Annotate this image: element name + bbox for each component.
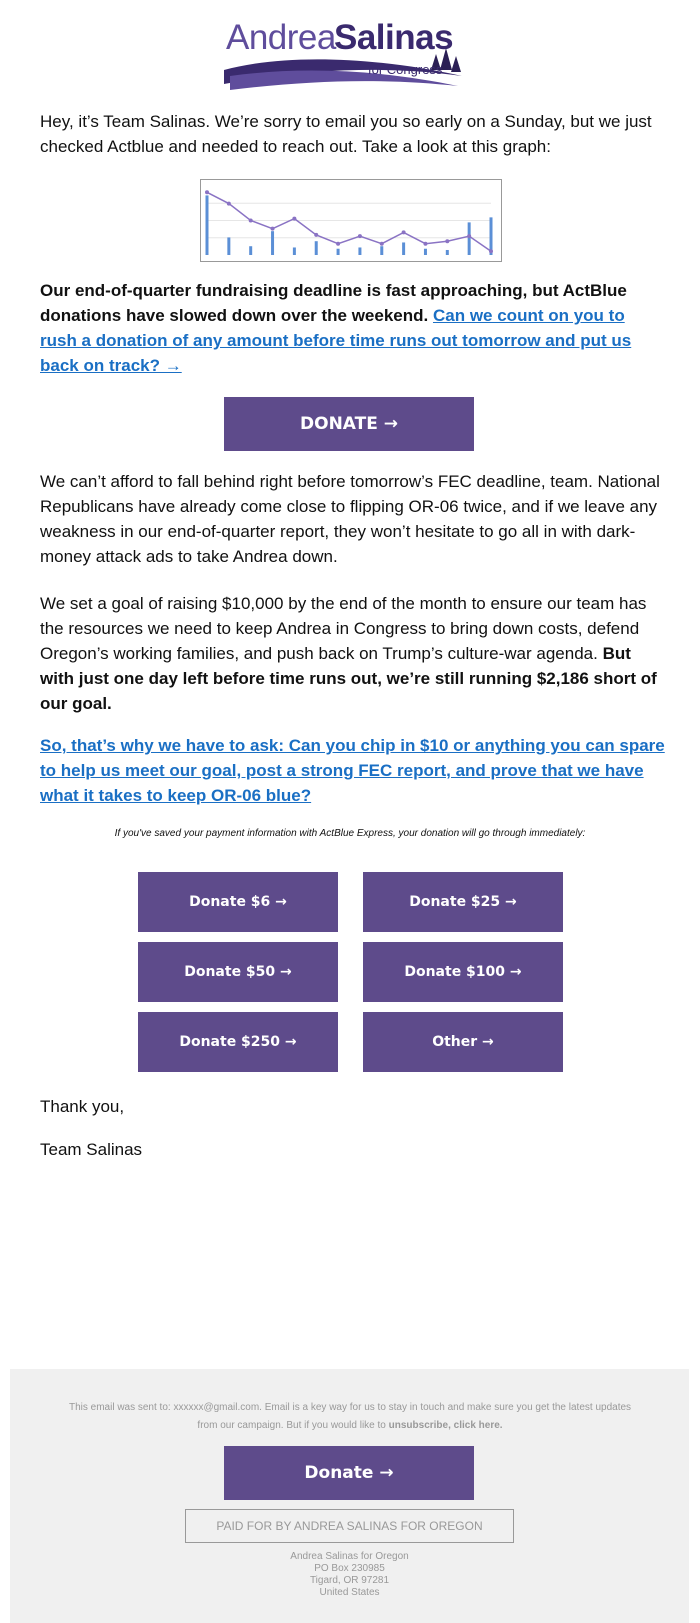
chart-point <box>271 227 275 231</box>
chart-bar <box>315 241 318 255</box>
address-line: Andrea Salinas for Oregon <box>290 1551 409 1562</box>
chart-point <box>358 234 362 238</box>
ask-paragraph <box>40 733 665 808</box>
intro-paragraph: Hey, it’s Team Salinas. We’re sorry to email you so early on a Sunday, but we just checked Actblue and needed to reach out. Take a look at this graph: <box>40 112 652 156</box>
deadline-bold-text: Our end-of-quarter fundraising deadline is fast approaching, but ActBlue donations have slowed down over the weekend. <box>40 281 627 325</box>
rush-donation-link[interactable]: Can we count on you to rush a donation of any amount before time runs out tomorrow and put us back on track? → <box>40 306 632 375</box>
donate-50-button[interactable]: Donate $50 → <box>138 942 338 1002</box>
goal-shortfall-text: But with just one day left before time runs out, we’re still running $2,186 short of our goal. <box>40 644 657 713</box>
donate-other-button[interactable]: Other → <box>363 1012 563 1072</box>
chart-bar <box>206 195 209 255</box>
campaign-logo <box>222 14 478 98</box>
actblue-express-note: If you've saved your payment information with ActBlue Express, your donation will go through immediately: <box>114 828 586 839</box>
footer-sent-to <box>60 1399 640 1435</box>
chart-bar <box>402 242 405 255</box>
fec-deadline-paragraph: We can’t afford to fall behind right before tomorrow’s FEC deadline, team. National Republicans have already come close to flipping OR-06 twice, and if we leave any weakness in our end-of-quarter report, they won’t hesitate to go all in with dark-money attack ads to take Andrea down. <box>40 472 660 566</box>
chart-bar <box>468 222 471 255</box>
donate-6-button[interactable]: Donate $6 → <box>138 872 338 932</box>
chart-bar <box>358 247 361 255</box>
donate-main-button[interactable]: DONATE → <box>224 397 474 451</box>
closing-signature: Team Salinas <box>40 1140 143 1159</box>
deadline-paragraph <box>40 278 665 378</box>
donate-100-button[interactable]: Donate $100 → <box>363 942 563 1002</box>
goal-text: We set a goal of raising $10,000 by the end of the month to ensure our team has the resources we need to keep Andrea in Congress to bring down costs, defend Oregon’s working families, and push back on Trump’s culture-war agenda. <box>40 594 647 663</box>
chart-bar <box>249 246 252 255</box>
donations-graph <box>200 179 502 262</box>
chart-bar <box>424 249 427 255</box>
chart-bar <box>380 246 383 255</box>
chart-point <box>380 242 384 246</box>
donate-25-button[interactable]: Donate $25 → <box>363 872 563 932</box>
chart-point <box>292 217 296 221</box>
logo-first-name: Andrea <box>226 18 336 57</box>
goal-paragraph <box>40 591 665 716</box>
donations-chart-svg <box>201 180 501 261</box>
address-line: Tigard, OR 97281 <box>309 1575 390 1586</box>
logo-last-name: Salinas <box>334 18 454 57</box>
footer-sent-to-text: This email was sent to: xxxxxx@gmail.com. Email is a key way for us to stay in touch and make sure you get the latest updates from our campaign. But if you would like to <box>68 1402 632 1431</box>
chart-bar <box>337 249 340 255</box>
logo-subtitle: for Congress <box>368 62 443 77</box>
chart-point <box>489 249 493 253</box>
chart-point <box>205 190 209 194</box>
address-line: United States <box>319 1587 380 1598</box>
chart-point <box>423 242 427 246</box>
chart-point <box>467 234 471 238</box>
chart-bar <box>293 247 296 255</box>
chip-in-link[interactable]: So, that’s why we have to ask: Can you chip in $10 or anything you can spare to help us meet our goal, post a strong FEC report, and prove that we have what it takes to keep OR-06 blue? <box>40 736 665 805</box>
chart-bar <box>446 250 449 255</box>
chart-point <box>445 239 449 243</box>
chart-bar <box>227 237 230 255</box>
chart-point <box>336 242 340 246</box>
unsubscribe-link[interactable]: unsubscribe, click here. <box>388 1420 503 1431</box>
chart-point <box>314 233 318 237</box>
mailing-address <box>10 1551 689 1599</box>
closing-thanks: Thank you, <box>40 1097 125 1116</box>
donate-250-button[interactable]: Donate $250 → <box>138 1012 338 1072</box>
footer-donate-button[interactable]: Donate → <box>224 1446 474 1500</box>
email-footer <box>10 1369 689 1623</box>
chart-point <box>249 219 253 223</box>
address-line: PO Box 230985 <box>314 1563 385 1574</box>
chart-point <box>227 202 231 206</box>
chart-point <box>402 230 406 234</box>
chart-bar <box>271 231 274 255</box>
paid-for-disclaimer: PAID FOR BY ANDREA SALINAS FOR OREGON <box>185 1509 514 1543</box>
